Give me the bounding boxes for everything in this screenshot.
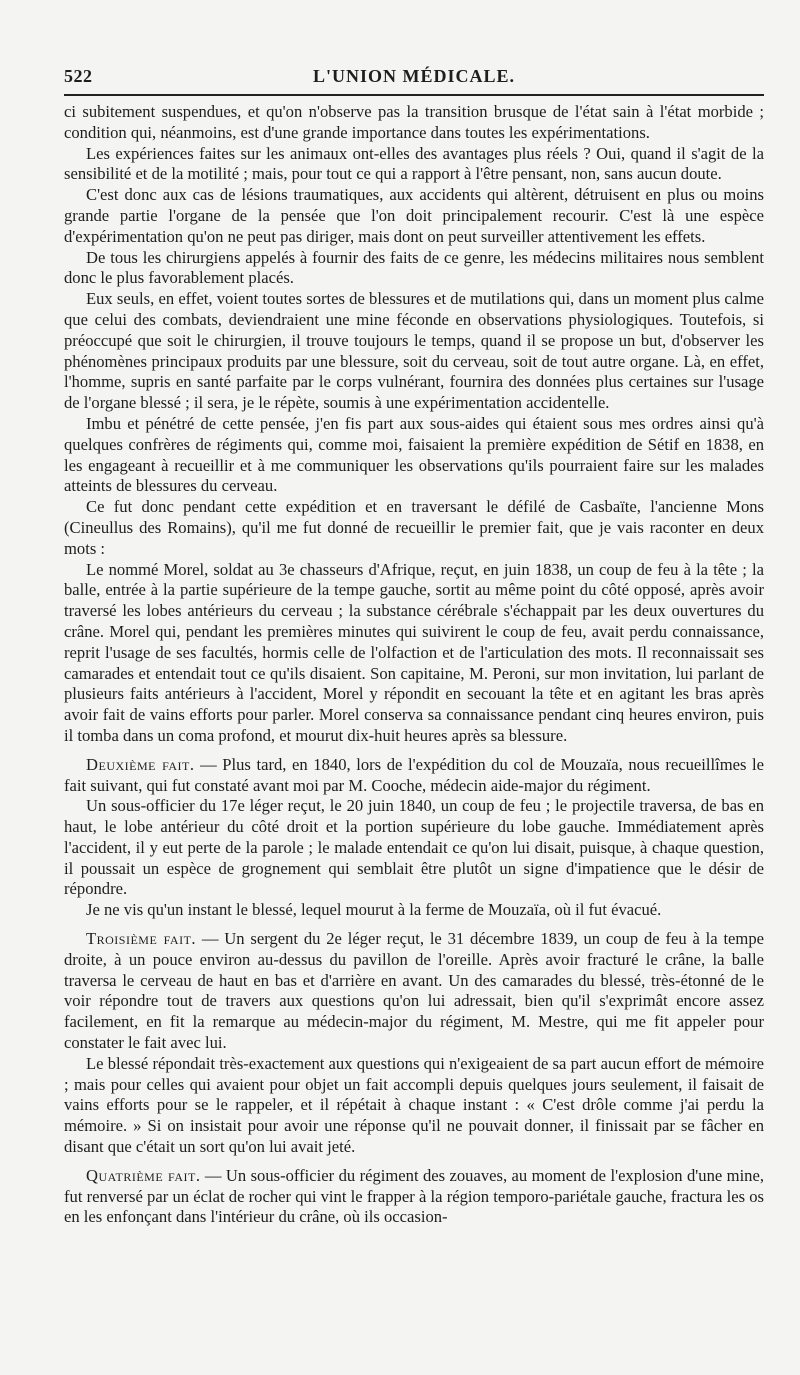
paragraph <box>64 289 764 414</box>
paragraph-text: — Plus tard, en 1840, lors de l'expédition du col de Mouzaïa, nous recueillîmes le fait suivant, qui fut constaté avant moi par M. Cooche, médecin aide-major du régiment. <box>64 754 764 795</box>
article-body <box>64 102 764 1228</box>
paragraph-third-case <box>64 929 764 1054</box>
case-heading: Troisième fait. <box>86 929 197 949</box>
paragraph <box>64 248 764 290</box>
page-header <box>64 62 764 88</box>
case-heading: Deuxième fait. <box>86 754 195 774</box>
paragraph <box>64 1054 764 1158</box>
paragraph-fourth-case <box>64 1166 764 1228</box>
paragraph-second-case <box>64 755 764 797</box>
paragraph-text: De tous les chirurgiens appelés à fournir des faits de ce genre, les médecins militaires nous semblent donc le plus favorablement placés. <box>64 247 764 288</box>
paragraph-text: C'est donc aux cas de lésions traumatiques, aux accidents qui altèrent, détruisent en plus ou moins grande partie l'organe de la pensée que l'on doit principalement recourir. C'est là une espèce d'expérimentation qu'on ne peut pas diriger, mais dont on peut surveiller attentivement les effets. <box>64 185 764 246</box>
paragraph-text: — Un sous-officier du régiment des zouaves, au moment de l'explosion d'une mine, fut renversé par un éclat de rocher qui vint le frapper à la région temporo-pariétale gauche, fractura les os en les enfonçant dans l'intérieur du crâne, où ils occasion- <box>64 1165 764 1227</box>
paragraph <box>64 185 764 247</box>
header-rule <box>64 94 764 96</box>
paragraph-text: Imbu et pénétré de cette pensée, j'en fis part aux sous-aides qui étaient sous mes ordres ainsi qu'à quelques confrères de régiments qui, comme moi, faisaient la première expédition de Sétif en 1838, en les engageant à recueillir et à me communiquer les observations qu'ils pourraient faire sur les malades atteints de blessures du cerveau. <box>64 413 764 496</box>
paragraph-text: ci subitement suspendues, et qu'on n'observe pas la transition brusque de l'état sain à l'état morbide ; condition qui, néanmoins, est d'une grande importance dans toutes les expérimentations. <box>64 102 764 142</box>
paragraph-text: Le nommé Morel, soldat au 3e chasseurs d'Afrique, reçut, en juin 1838, un coup de feu à la tête ; la balle, entrée à la partie supérieure de la tempe gauche, sortit au même point du côté opposé, après avoir traversé les lobes antérieurs du cerveau ; la substance cérébrale s'échappait par les deux ouvertures du crâne. Morel qui, pendant les premières minutes qui suivirent le coup de feu, avait perdu connaissance, reprit l'usage de ses facultés, hormis celle de l'olfaction et de l'articulation des mots. Il reconnaissait ses camarades et entendait tout ce qu'ils disaient. Son capitaine, M. Peroni, sur mon invitation, lui parlant de plusieurs faits antérieurs à l'accident, Morel y répondit en secouant la tête et en agitant les bras après avoir fait de vains efforts pour parler. Morel conserva sa connaissance pendant cinq heures environ, puis il tomba dans un coma profond, et mourut dix-huit heures après sa blessure. <box>64 559 764 745</box>
paragraph-text: Je ne vis qu'un instant le blessé, lequel mourut à la ferme de Mouzaïa, où il fut évacué. <box>86 900 662 920</box>
paragraph-text: Les expériences faites sur les animaux ont-elles des avantages plus réels ? Oui, quand il s'agit de la sensibilité et de la motilité ; mais, pour tout ce qui a rapport à l'être pensant, non, sans aucun doute. <box>64 143 764 184</box>
paragraph <box>64 144 764 186</box>
paragraph-text: — Un sergent du 2e léger reçut, le 31 décembre 1839, un coup de feu à la tempe droite, à un pouce environ au-dessus du pavillon de l'oreille. Après avoir fracturé le crâne, la balle traversa le cerveau de haut en bas et d'arrière en avant. Un des camarades du blessé, très-étonné de le voir répondre tout de travers aux questions qu'on lui adressait, bien qu'il s'exprimât encore assez facilement, en fit la remarque au médecin-major du régiment, M. Mestre, qui me fit appeler pour constater le fait avec lui. <box>64 929 764 1053</box>
paragraph-text: Le blessé répondait très-exactement aux questions qui n'exigeaient de sa part aucun effort de mémoire ; mais pour celles qui avaient pour objet un fait accompli depuis quelques jours seulement, il faisait de vains efforts pour se le rappeler, et il répétait à chaque instant : « C'est drôle comme j'ai perdu la mémoire. » Si on insistait pour avoir une réponse qu'il ne pouvait donner, il finissait par se fâcher en disant que c'était un sort qu'on lui avait jeté. <box>64 1053 764 1157</box>
paragraph <box>64 900 764 921</box>
paragraph <box>64 796 764 900</box>
paragraph <box>64 414 764 497</box>
case-heading: Quatrième fait. <box>86 1165 201 1185</box>
paragraph-text: Ce fut donc pendant cette expédition et en traversant le défilé de Casbaïte, l'ancienne Mons (Cineullus des Romains), qu'il me fut donné de recueillir le premier fait, que je vais raconter en deux mots : <box>64 497 764 558</box>
paragraph <box>64 497 764 559</box>
paragraph-first-case <box>64 560 764 747</box>
paragraph-text: Eux seuls, en effet, voient toutes sortes de blessures et de mutilations qui, dans un moment plus calme que celui des combats, deviendraient une mine féconde en observations physiologiques. Toutefois, si préoccupé que soit le chirurgien, il trouve toujours le temps, quand il se propose un but, d'observer les phénomènes principaux produits par une blessure, soit du cerveau, soit de tout autre organe. Là, en effet, l'homme, supris en santé parfaite par le corps vulnérant, fournira des données plus certaines sur l'usage de l'organe blessé ; il sera, je le répète, soumis à une expérimentation accidentelle. <box>64 289 764 413</box>
running-title: L'UNION MÉDICALE. <box>312 66 516 86</box>
paragraph-text: Un sous-officier du 17e léger reçut, le 20 juin 1840, un coup de feu ; le projectile traversa, de bas en haut, le lobe antérieur du côté droit et la portion supérieure du lobe gauche. Immédiatement après l'accident, il y eut perte de la parole ; le malade entendait ce qu'on lui disait, puisque, à chaque question, il poussait un espèce de grognement qui semblait être plutôt un signe d'impatience que le désir de répondre. <box>64 796 764 899</box>
page-number: 522 <box>64 66 93 86</box>
paragraph-continuation <box>64 102 764 144</box>
